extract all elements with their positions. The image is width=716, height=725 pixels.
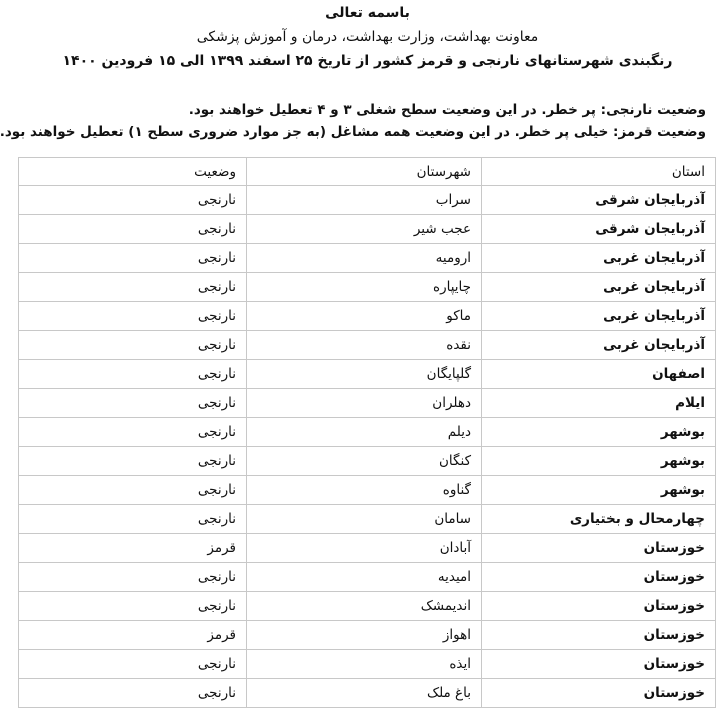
city-cell: سامان	[247, 505, 482, 534]
orange-status-note: وضعیت نارنجی: پر خطر. در این وضعیت سطح شغلی ۳ و ۴ تعطیل خواهند بود.	[188, 102, 706, 118]
table-row	[19, 563, 716, 592]
table-row	[19, 447, 716, 476]
province-cell: آذربایجان غربی	[482, 331, 716, 360]
status-column-header: وضعیت	[19, 158, 247, 186]
province-cell: آذربایجان غربی	[482, 302, 716, 331]
table-row	[19, 418, 716, 447]
province-cell: ایلام	[482, 389, 716, 418]
province-cell: خوزستان	[482, 621, 716, 650]
city-cell: امیدیه	[247, 563, 482, 592]
table-row	[19, 679, 716, 708]
province-column-header: استان	[482, 158, 716, 186]
city-cell: گناوه	[247, 476, 482, 505]
header-spacer	[19, 73, 716, 99]
document-invocation: باسمه تعالی	[325, 5, 410, 21]
table-header-row	[19, 158, 716, 186]
city-cell: عجب شیر	[247, 215, 482, 244]
table-row	[19, 186, 716, 215]
province-cell: خوزستان	[482, 650, 716, 679]
status-cell: نارنجی	[19, 273, 247, 302]
status-cell: نارنجی	[19, 389, 247, 418]
city-cell: ارومیه	[247, 244, 482, 273]
table-row	[19, 244, 716, 273]
table-row	[19, 534, 716, 563]
status-cell: نارنجی	[19, 476, 247, 505]
table-row	[19, 360, 716, 389]
table-row	[19, 331, 716, 360]
table-row	[19, 389, 716, 418]
document-header	[19, 0, 716, 73]
status-cell: نارنجی	[19, 244, 247, 273]
city-cell: باغ ملک	[247, 679, 482, 708]
table-row	[19, 650, 716, 679]
status-cell: نارنجی	[19, 331, 247, 360]
province-cell: آذربایجان شرقی	[482, 215, 716, 244]
status-cell: نارنجی	[19, 360, 247, 389]
status-cell: نارنجی	[19, 650, 247, 679]
table-row	[19, 302, 716, 331]
table-body	[19, 186, 716, 708]
status-cell: قرمز	[19, 534, 247, 563]
city-column-header: شهرستان	[247, 158, 482, 186]
province-cell: آذربایجان شرقی	[482, 186, 716, 215]
status-cell: نارنجی	[19, 418, 247, 447]
province-cell: خوزستان	[482, 592, 716, 621]
city-cell: دیلم	[247, 418, 482, 447]
city-cell: گلپایگان	[247, 360, 482, 389]
province-cell: چهارمحال و بختیاری	[482, 505, 716, 534]
province-cell: آذربایجان غربی	[482, 244, 716, 273]
province-cell: اصفهان	[482, 360, 716, 389]
table-row	[19, 476, 716, 505]
city-cell: اندیمشک	[247, 592, 482, 621]
status-cell: نارنجی	[19, 563, 247, 592]
province-cell: بوشهر	[482, 476, 716, 505]
table-row	[19, 621, 716, 650]
table-row	[19, 273, 716, 302]
table-row	[19, 592, 716, 621]
province-cell: خوزستان	[482, 563, 716, 592]
red-status-note: وضعیت قرمز: خیلی پر خطر. در این وضعیت همه مشاغل (به جز موارد ضروری سطح ۱) تعطیل خواهند بود.	[0, 124, 706, 140]
table-row	[19, 215, 716, 244]
city-cell: آبادان	[247, 534, 482, 563]
city-cell: ایذه	[247, 650, 482, 679]
status-cell: نارنجی	[19, 447, 247, 476]
status-cell: نارنجی	[19, 186, 247, 215]
city-status-table	[18, 157, 716, 708]
city-cell: کنگان	[247, 447, 482, 476]
province-cell: بوشهر	[482, 418, 716, 447]
status-cell: نارنجی	[19, 592, 247, 621]
province-cell: آذربایجان غربی	[482, 273, 716, 302]
province-cell: خوزستان	[482, 534, 716, 563]
city-cell: چایپاره	[247, 273, 482, 302]
document-title: رنگبندی شهرستانهای نارنجی و قرمز کشور از تاریخ ۲۵ اسفند ۱۳۹۹ الی ۱۵ فرودین ۱۴۰۰	[62, 53, 673, 69]
city-cell: دهلران	[247, 389, 482, 418]
status-cell: نارنجی	[19, 302, 247, 331]
province-cell: خوزستان	[482, 679, 716, 708]
issuing-organization: معاونت بهداشت، وزارت بهداشت، درمان و آموزش پزشکی	[196, 29, 539, 45]
province-cell: بوشهر	[482, 447, 716, 476]
status-cell: نارنجی	[19, 679, 247, 708]
city-cell: ماکو	[247, 302, 482, 331]
city-cell: اهواز	[247, 621, 482, 650]
city-cell: سراب	[247, 186, 482, 215]
city-cell: نقده	[247, 331, 482, 360]
status-cell: نارنجی	[19, 505, 247, 534]
table-row	[19, 505, 716, 534]
status-cell: قرمز	[19, 621, 247, 650]
status-legend	[0, 99, 716, 143]
status-cell: نارنجی	[19, 215, 247, 244]
